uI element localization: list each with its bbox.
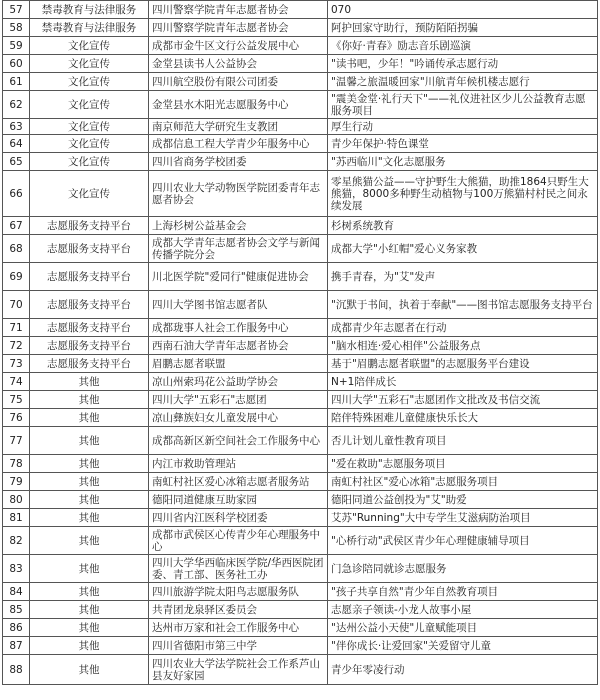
table-row — [3, 601, 598, 619]
row-number: 88 — [3, 655, 30, 685]
row-number: 80 — [3, 491, 30, 509]
row-organization: 成都信息工程大学青少年服务中心 — [149, 135, 328, 153]
row-category: 其他 — [30, 373, 149, 391]
row-organization: 四川省内江医科学校团委 — [149, 509, 328, 527]
row-number: 63 — [3, 119, 30, 135]
row-number: 68 — [3, 235, 30, 263]
row-number: 82 — [3, 527, 30, 555]
row-organization: 四川警察学院青年志愿者协会 — [149, 19, 328, 37]
table-row — [3, 655, 598, 685]
row-category: 其他 — [30, 619, 149, 637]
row-number: 60 — [3, 55, 30, 73]
row-number: 79 — [3, 473, 30, 491]
row-number: 58 — [3, 19, 30, 37]
row-organization: 成都高新区新空间社会工作服务中心 — [149, 427, 328, 455]
table-row — [3, 473, 598, 491]
row-category: 其他 — [30, 473, 149, 491]
table-row — [3, 55, 598, 73]
table-row — [3, 337, 598, 355]
row-category: 文化宣传 — [30, 171, 149, 217]
row-project: "伴你成长·让爱回家"关爱留守儿童 — [328, 637, 598, 655]
table-row — [3, 409, 598, 427]
row-category: 志愿服务支持平台 — [30, 355, 149, 373]
row-project: 青少年零凌行动 — [328, 655, 598, 685]
row-project: "孩子共享自然"青少年自然教育项目 — [328, 583, 598, 601]
table-row — [3, 491, 598, 509]
row-category: 其他 — [30, 601, 149, 619]
row-organization: 四川旅游学院太阳鸟志愿服务队 — [149, 583, 328, 601]
row-category: 志愿服务支持平台 — [30, 337, 149, 355]
row-organization: 四川省商务学校团委 — [149, 153, 328, 171]
row-organization: 上海杉树公益基金会 — [149, 217, 328, 235]
row-category: 其他 — [30, 555, 149, 583]
row-project: "沉默于书间，执着于奉献"——图书馆志愿服务支持平台 — [328, 291, 598, 319]
row-category: 其他 — [30, 583, 149, 601]
row-category: 禁毒教育与法律服务 — [30, 1, 149, 19]
row-project: 基于"眉鹏志愿者联盟"的志愿服务平台建设 — [328, 355, 598, 373]
row-number: 83 — [3, 555, 30, 583]
row-organization: 金堂县水木阳光志愿服务中心 — [149, 91, 328, 119]
table-row — [3, 455, 598, 473]
row-category: 其他 — [30, 655, 149, 685]
row-category: 志愿服务支持平台 — [30, 319, 149, 337]
row-category: 其他 — [30, 427, 149, 455]
row-project: 携手青春，为"艾"发声 — [328, 263, 598, 291]
row-project: 艾苏"Running"大中专学生艾滋病防治项目 — [328, 509, 598, 527]
table-row — [3, 37, 598, 55]
row-project: 成都青少年志愿者在行动 — [328, 319, 598, 337]
row-number: 71 — [3, 319, 30, 337]
table-row — [3, 509, 598, 527]
table-row — [3, 619, 598, 637]
row-organization: 共青团龙泉驿区委员会 — [149, 601, 328, 619]
row-project: 070 — [328, 1, 598, 19]
row-number: 61 — [3, 73, 30, 91]
row-category: 志愿服务支持平台 — [30, 217, 149, 235]
row-project: "心桥行动"武侯区青少年心理健康辅导项目 — [328, 527, 598, 555]
row-number: 76 — [3, 409, 30, 427]
row-category: 文化宣传 — [30, 73, 149, 91]
row-organization: 凉山彝族妇女儿童发展中心 — [149, 409, 328, 427]
table-row — [3, 291, 598, 319]
row-number: 72 — [3, 337, 30, 355]
table-row — [3, 319, 598, 337]
row-project: 阿护回家守助行，预防陌陌拐骗 — [328, 19, 598, 37]
row-category: 志愿服务支持平台 — [30, 235, 149, 263]
table-row — [3, 637, 598, 655]
table-row — [3, 263, 598, 291]
row-category: 文化宣传 — [30, 135, 149, 153]
table-row — [3, 153, 598, 171]
row-number: 84 — [3, 583, 30, 601]
row-organization: 四川航空股份有限公司团委 — [149, 73, 328, 91]
row-number: 59 — [3, 37, 30, 55]
row-category: 文化宣传 — [30, 153, 149, 171]
row-organization: 内江市救助管理站 — [149, 455, 328, 473]
row-number: 75 — [3, 391, 30, 409]
row-number: 81 — [3, 509, 30, 527]
row-organization: 德阳同道健康互助家园 — [149, 491, 328, 509]
table-row — [3, 73, 598, 91]
row-category: 其他 — [30, 409, 149, 427]
row-organization: 四川大学华西临床医学院/华西医院团委、青工部、医务社工办 — [149, 555, 328, 583]
row-organization: 凉山州索玛花公益助学协会 — [149, 373, 328, 391]
row-organization: 四川大学"五彩石"志愿团 — [149, 391, 328, 409]
row-number: 77 — [3, 427, 30, 455]
row-organization: 南京师范大学研究生支教团 — [149, 119, 328, 135]
row-project: 四川大学"五彩石"志愿团作文批改及书信交流 — [328, 391, 598, 409]
table-row — [3, 391, 598, 409]
row-project: 南虹村社区"爱心冰箱"志愿服务项目 — [328, 473, 598, 491]
row-project: "达州公益小天使"儿童赋能项目 — [328, 619, 598, 637]
row-project: 零星熊猫公益——守护野生大熊猫，助推1864只野生大熊猫，8000多种野生动植物与100万熊猫村村民之间永续发展 — [328, 171, 598, 217]
row-number: 69 — [3, 263, 30, 291]
row-number: 85 — [3, 601, 30, 619]
row-organization: 成都大学青年志愿者协会文学与新闻传播学院分会 — [149, 235, 328, 263]
row-project: "脑水相连·爱心相伴"公益服务点 — [328, 337, 598, 355]
table-row — [3, 19, 598, 37]
row-number: 74 — [3, 373, 30, 391]
row-project: "温馨之旅温暖回家"川航青年候机楼志愿行 — [328, 73, 598, 91]
row-project: "震美金堂·礼行天下"——礼仪进社区少儿公益教育志愿服务项目 — [328, 91, 598, 119]
row-category: 其他 — [30, 455, 149, 473]
row-category: 文化宣传 — [30, 37, 149, 55]
row-organization: 西南石油大学青年志愿者协会 — [149, 337, 328, 355]
row-project: 德阳同道公益创投为"艾"助爱 — [328, 491, 598, 509]
row-number: 66 — [3, 171, 30, 217]
row-project: 成都大学"小红帽"爱心义务家教 — [328, 235, 598, 263]
row-project: N+1陪伴成长 — [328, 373, 598, 391]
row-project: 青少年保护·特色课堂 — [328, 135, 598, 153]
volunteer-project-table — [2, 0, 598, 685]
row-project: 《你好·青春》励志音乐剧巡演 — [328, 37, 598, 55]
row-organization: 成都市武侯区心传青少年心理服务中心 — [149, 527, 328, 555]
table-row — [3, 119, 598, 135]
table-row — [3, 91, 598, 119]
table-row — [3, 555, 598, 583]
row-project: "苏西临川"文化志愿服务 — [328, 153, 598, 171]
row-category: 其他 — [30, 637, 149, 655]
row-project: 否儿计划儿童性教育项目 — [328, 427, 598, 455]
row-number: 86 — [3, 619, 30, 637]
table-row — [3, 235, 598, 263]
row-number: 87 — [3, 637, 30, 655]
row-number: 57 — [3, 1, 30, 19]
row-organization: 四川警察学院青年志愿者协会 — [149, 1, 328, 19]
row-project: 陪伴特殊困难儿童健康快乐长大 — [328, 409, 598, 427]
row-organization: 金堂县读书人公益协会 — [149, 55, 328, 73]
row-organization: 眉鹏志愿者联盟 — [149, 355, 328, 373]
row-organization: 四川大学图书馆志愿者队 — [149, 291, 328, 319]
row-category: 志愿服务支持平台 — [30, 263, 149, 291]
row-category: 文化宣传 — [30, 91, 149, 119]
row-project: 杉树系统教育 — [328, 217, 598, 235]
table-row — [3, 373, 598, 391]
row-category: 文化宣传 — [30, 119, 149, 135]
row-category: 其他 — [30, 509, 149, 527]
table-row — [3, 355, 598, 373]
table-row — [3, 135, 598, 153]
row-category: 文化宣传 — [30, 55, 149, 73]
row-category: 其他 — [30, 527, 149, 555]
row-organization: 四川农业大学法学院社会工作系芦山县友好家园 — [149, 655, 328, 685]
row-organization: 四川农业大学动物医学院团委青年志愿者协会 — [149, 171, 328, 217]
row-project: "爱在救助"志愿服务项目 — [328, 455, 598, 473]
row-number: 64 — [3, 135, 30, 153]
table-body — [3, 1, 598, 685]
row-organization: 川北医学院"爱同行"健康促进协会 — [149, 263, 328, 291]
row-organization: 成都珑事人社会工作服务中心 — [149, 319, 328, 337]
row-organization: 南虹村社区爱心冰箱志愿者服务站 — [149, 473, 328, 491]
row-number: 65 — [3, 153, 30, 171]
table-row — [3, 527, 598, 555]
row-number: 73 — [3, 355, 30, 373]
row-number: 70 — [3, 291, 30, 319]
row-organization: 达州市万家和社会工作服务中心 — [149, 619, 328, 637]
row-project: 门急诊陪同就诊志愿服务 — [328, 555, 598, 583]
row-category: 禁毒教育与法律服务 — [30, 19, 149, 37]
row-project: "读书吧，少年！"吟诵传承志愿行动 — [328, 55, 598, 73]
row-organization: 成都市金牛区文行公益发展中心 — [149, 37, 328, 55]
row-project: 志愿亲子领读-小龙人故事小屋 — [328, 601, 598, 619]
row-category: 其他 — [30, 491, 149, 509]
row-category: 其他 — [30, 391, 149, 409]
table-row — [3, 217, 598, 235]
row-number: 67 — [3, 217, 30, 235]
table-row — [3, 583, 598, 601]
row-category: 志愿服务支持平台 — [30, 291, 149, 319]
table-row — [3, 171, 598, 217]
row-number: 78 — [3, 455, 30, 473]
table-row — [3, 427, 598, 455]
table-row — [3, 1, 598, 19]
row-number: 62 — [3, 91, 30, 119]
row-project: 厚生行动 — [328, 119, 598, 135]
row-organization: 四川省德阳市第三中学 — [149, 637, 328, 655]
